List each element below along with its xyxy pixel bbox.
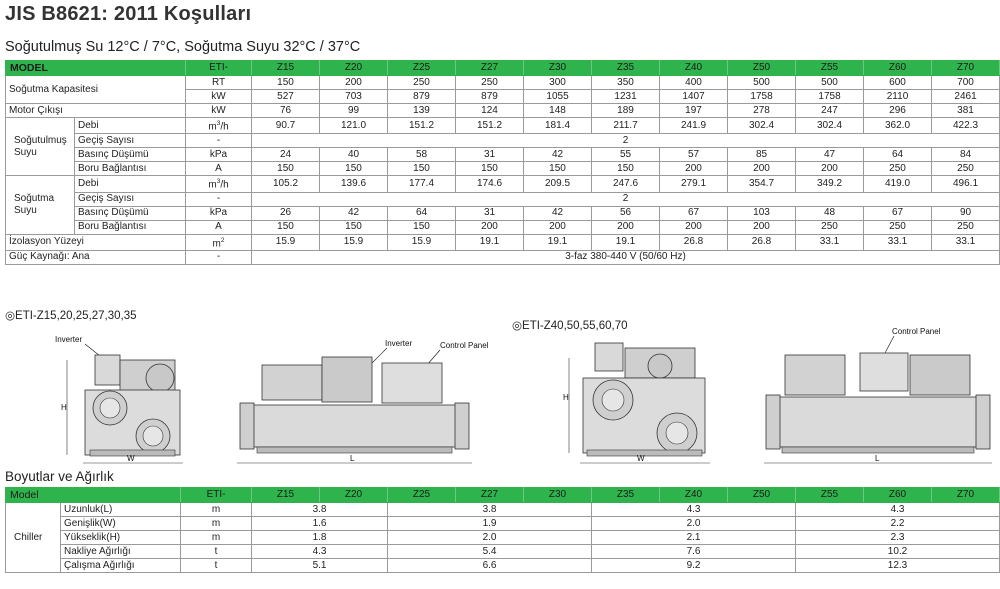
value-cell: 247.6 xyxy=(592,176,660,192)
model-column-header: Z50 xyxy=(728,61,796,76)
value-cell: 419.0 xyxy=(864,176,932,192)
value-cell: 496.1 xyxy=(932,176,1000,192)
value-cell: 247 xyxy=(796,104,864,118)
model-column-header: Z30 xyxy=(524,488,592,503)
unit-cell: kW xyxy=(186,104,252,118)
value-cell: 76 xyxy=(252,104,320,118)
unit-tail: /h xyxy=(220,121,229,133)
unit-cell: kPa xyxy=(186,206,252,220)
value-cell: 209.5 xyxy=(524,176,592,192)
inverter-label-side: Inverter xyxy=(385,339,413,348)
model-column-header: Z30 xyxy=(524,61,592,76)
value-cell: 58 xyxy=(388,148,456,162)
value-cell: 2110 xyxy=(864,90,932,104)
row-label: Genişlik(W) xyxy=(61,517,181,531)
unit-base: m xyxy=(208,121,217,133)
unit-cell: t xyxy=(181,559,252,573)
model-column-header: Z20 xyxy=(320,488,388,503)
power-supply-label: Güç Kaynağı: Ana xyxy=(6,250,186,264)
value-cell: 200 xyxy=(592,220,660,234)
value-cell: 200 xyxy=(456,220,524,234)
value-cell: 15.9 xyxy=(252,234,320,250)
value-cell: 362.0 xyxy=(864,118,932,134)
dimensions-table xyxy=(5,487,1000,573)
value-cell: 2.1 xyxy=(592,531,796,545)
row-label: Debi xyxy=(75,176,186,192)
value-cell: 177.4 xyxy=(388,176,456,192)
value-cell: 15.9 xyxy=(320,234,388,250)
model-header: MODEL xyxy=(6,61,186,76)
model-column-header: Z60 xyxy=(864,488,932,503)
value-cell: 1.8 xyxy=(252,531,388,545)
specs-header-row xyxy=(6,61,1000,76)
value-cell: 250 xyxy=(864,220,932,234)
value-cell: 1407 xyxy=(660,90,728,104)
length-dim-label-large: L xyxy=(875,454,880,463)
value-cell: 33.1 xyxy=(796,234,864,250)
cooling-capacity-rt-row xyxy=(6,76,1000,90)
dimension-row xyxy=(6,503,1000,517)
width-dim-label: W xyxy=(127,454,135,463)
row-label: Geçiş Sayısı xyxy=(75,134,186,148)
value-cell: 200 xyxy=(320,76,388,90)
cooling-water-flow-row xyxy=(6,176,1000,192)
dimension-row xyxy=(6,517,1000,531)
unit-header: ETI- xyxy=(186,61,252,76)
value-cell: 121.0 xyxy=(320,118,388,134)
value-cell: 4.3 xyxy=(252,545,388,559)
value-cell: 124 xyxy=(456,104,524,118)
model-column-header: Z40 xyxy=(660,488,728,503)
model-column-header: Z25 xyxy=(388,61,456,76)
unit-cell: t xyxy=(181,545,252,559)
value-cell: 174.6 xyxy=(456,176,524,192)
value-cell: 879 xyxy=(388,90,456,104)
value-cell: 12.3 xyxy=(796,559,1000,573)
cooling-water-passes-row xyxy=(6,192,1000,206)
value-cell: 105.2 xyxy=(252,176,320,192)
model-column-header: Z20 xyxy=(320,61,388,76)
value-cell: 527 xyxy=(252,90,320,104)
value-cell: 31 xyxy=(456,148,524,162)
unit-cell xyxy=(186,176,252,192)
unit-cell: A xyxy=(186,162,252,176)
dimension-row xyxy=(6,545,1000,559)
value-cell: 85 xyxy=(728,148,796,162)
value-cell: 48 xyxy=(796,206,864,220)
value-cell: 56 xyxy=(592,206,660,220)
length-dim-label: L xyxy=(350,454,355,463)
value-cell: 26 xyxy=(252,206,320,220)
value-cell: 200 xyxy=(728,162,796,176)
value-cell: 33.1 xyxy=(864,234,932,250)
value-cell: 354.7 xyxy=(728,176,796,192)
unit-cell: - xyxy=(186,134,252,148)
model-column-header: Z60 xyxy=(864,61,932,76)
value-cell: 64 xyxy=(864,148,932,162)
value-cell: 90.7 xyxy=(252,118,320,134)
row-label: Boru Bağlantısı xyxy=(75,162,186,176)
value-cell: 103 xyxy=(728,206,796,220)
height-dim-label: H xyxy=(61,403,67,412)
value-cell: 250 xyxy=(456,76,524,90)
cooling-water-pipe-row xyxy=(6,220,1000,234)
chiller-side-view-small xyxy=(232,335,494,470)
motor-output-row xyxy=(6,104,1000,118)
model-column-header: Z27 xyxy=(456,61,524,76)
unit-cell: - xyxy=(186,192,252,206)
value-cell: 2 xyxy=(252,134,1000,148)
value-cell: 10.2 xyxy=(796,545,1000,559)
width-dim-label-large: W xyxy=(637,454,645,463)
value-cell: 197 xyxy=(660,104,728,118)
value-cell: 200 xyxy=(728,220,796,234)
chilled-water-group-label: Soğutulmuş Suyu xyxy=(6,118,75,176)
value-cell: 15.9 xyxy=(388,234,456,250)
value-cell: 2.3 xyxy=(796,531,1000,545)
value-cell: 302.4 xyxy=(796,118,864,134)
value-cell: 139.6 xyxy=(320,176,388,192)
value-cell: 47 xyxy=(796,148,864,162)
value-cell: 279.1 xyxy=(660,176,728,192)
row-label: Basınç Düşümü xyxy=(75,148,186,162)
cooling-capacity-label: Soğutma Kapasitesi xyxy=(6,76,186,104)
control-panel-label: Control Panel xyxy=(440,341,489,350)
value-cell: 3.8 xyxy=(388,503,592,517)
value-cell: 349.2 xyxy=(796,176,864,192)
unit-exponent: 3 xyxy=(216,120,221,127)
value-cell: 57 xyxy=(660,148,728,162)
value-cell: 6.6 xyxy=(388,559,592,573)
value-cell: 400 xyxy=(660,76,728,90)
unit-cell: RT xyxy=(186,76,252,90)
unit-exponent: 2 xyxy=(220,236,225,244)
value-cell: 150 xyxy=(388,220,456,234)
power-supply-row xyxy=(6,250,1000,264)
inverter-label: Inverter xyxy=(55,335,83,344)
value-cell: 150 xyxy=(388,162,456,176)
value-cell: 1055 xyxy=(524,90,592,104)
row-label: Basınç Düşümü xyxy=(75,206,186,220)
value-cell: 250 xyxy=(796,220,864,234)
model-column-header: Z50 xyxy=(728,488,796,503)
value-cell: 26.8 xyxy=(660,234,728,250)
page-subtitle: Soğutulmuş Su 12°C / 7°C, Soğutma Suyu 32°C / 37°C xyxy=(5,39,361,55)
model-column-header: Z55 xyxy=(796,488,864,503)
value-cell: 151.2 xyxy=(388,118,456,134)
model-column-header: Z70 xyxy=(932,61,1000,76)
value-cell: 200 xyxy=(660,162,728,176)
value-cell: 302.4 xyxy=(728,118,796,134)
value-cell: 19.1 xyxy=(524,234,592,250)
chiller-front-view-small xyxy=(55,330,195,470)
unit-cell: kW xyxy=(186,90,252,104)
unit-cell: m xyxy=(181,517,252,531)
value-cell: 500 xyxy=(796,76,864,90)
cooling-water-group-label: Soğutma Suyu xyxy=(6,176,75,234)
row-label: Nakliye Ağırlığı xyxy=(61,545,181,559)
value-cell: 150 xyxy=(252,76,320,90)
insulation-label: İzolasyon Yüzeyi xyxy=(6,234,186,250)
value-cell: 300 xyxy=(524,76,592,90)
model-column-header: Z70 xyxy=(932,488,1000,503)
value-cell: 1231 xyxy=(592,90,660,104)
value-cell: 42 xyxy=(320,206,388,220)
value-cell: 1.6 xyxy=(252,517,388,531)
value-cell: 2 xyxy=(252,192,1000,206)
value-cell: 200 xyxy=(660,220,728,234)
row-label: Geçiş Sayısı xyxy=(75,192,186,206)
chiller-group-label: Chiller xyxy=(6,503,61,573)
value-cell: 33.1 xyxy=(932,234,1000,250)
value-cell: 150 xyxy=(252,220,320,234)
value-cell: 250 xyxy=(864,162,932,176)
value-cell: 381 xyxy=(932,104,1000,118)
value-cell: 67 xyxy=(864,206,932,220)
row-label: Debi xyxy=(75,118,186,134)
cooling-water-pressure-row xyxy=(6,206,1000,220)
value-cell: 2.2 xyxy=(796,517,1000,531)
value-cell: 24 xyxy=(252,148,320,162)
value-cell: 40 xyxy=(320,148,388,162)
model-column-header: Z15 xyxy=(252,488,320,503)
value-cell: 139 xyxy=(388,104,456,118)
model-column-header: Z35 xyxy=(592,488,660,503)
value-cell: 5.1 xyxy=(252,559,388,573)
unit-cell: kPa xyxy=(186,148,252,162)
dims-header-row xyxy=(6,488,1000,503)
value-cell: 64 xyxy=(388,206,456,220)
unit-cell xyxy=(186,234,252,250)
unit-base: m xyxy=(212,237,221,249)
row-label: Çalışma Ağırlığı xyxy=(61,559,181,573)
chilled-water-pressure-row xyxy=(6,148,1000,162)
value-cell: 296 xyxy=(864,104,932,118)
chiller-side-view-large xyxy=(760,325,998,470)
value-cell: 422.3 xyxy=(932,118,1000,134)
model-header: Model xyxy=(6,488,181,503)
value-cell: 90 xyxy=(932,206,1000,220)
unit-cell: m xyxy=(181,503,252,517)
value-cell: 241.9 xyxy=(660,118,728,134)
value-cell: 26.8 xyxy=(728,234,796,250)
value-cell: 3-faz 380-440 V (50/60 Hz) xyxy=(252,250,1000,264)
value-cell: 250 xyxy=(932,162,1000,176)
value-cell: 148 xyxy=(524,104,592,118)
row-label: Uzunluk(L) xyxy=(61,503,181,517)
value-cell: 278 xyxy=(728,104,796,118)
value-cell: 150 xyxy=(252,162,320,176)
value-cell: 150 xyxy=(456,162,524,176)
control-panel-label-large: Control Panel xyxy=(892,327,941,336)
unit-header: ETI- xyxy=(181,488,252,503)
chilled-water-pipe-row xyxy=(6,162,1000,176)
value-cell: 2461 xyxy=(932,90,1000,104)
value-cell: 189 xyxy=(592,104,660,118)
drawing-group2-title: ◎ETI-Z40,50,55,60,70 xyxy=(512,320,628,332)
unit-cell: A xyxy=(186,220,252,234)
value-cell: 9.2 xyxy=(592,559,796,573)
value-cell: 250 xyxy=(932,220,1000,234)
unit-cell: - xyxy=(186,250,252,264)
value-cell: 42 xyxy=(524,148,592,162)
value-cell: 250 xyxy=(388,76,456,90)
dimension-row xyxy=(6,559,1000,573)
value-cell: 150 xyxy=(320,220,388,234)
value-cell: 200 xyxy=(524,220,592,234)
value-cell: 7.6 xyxy=(592,545,796,559)
value-cell: 2.0 xyxy=(388,531,592,545)
value-cell: 55 xyxy=(592,148,660,162)
value-cell: 19.1 xyxy=(592,234,660,250)
unit-tail: /h xyxy=(220,179,229,191)
value-cell: 1758 xyxy=(796,90,864,104)
chilled-water-passes-row xyxy=(6,134,1000,148)
value-cell: 67 xyxy=(660,206,728,220)
row-label: Boru Bağlantısı xyxy=(75,220,186,234)
value-cell: 42 xyxy=(524,206,592,220)
insulation-row xyxy=(6,234,1000,250)
value-cell: 600 xyxy=(864,76,932,90)
specifications-table xyxy=(5,60,1000,265)
dimensions-title: Boyutlar ve Ağırlık xyxy=(5,469,114,484)
unit-base: m xyxy=(208,179,217,191)
height-dim-label-large: H xyxy=(563,393,569,402)
value-cell: 879 xyxy=(456,90,524,104)
page-title: JIS B8621: 2011 Koşulları xyxy=(5,3,252,25)
model-column-header: Z15 xyxy=(252,61,320,76)
model-column-header: Z25 xyxy=(388,488,456,503)
value-cell: 1758 xyxy=(728,90,796,104)
chiller-front-view-large xyxy=(555,338,720,470)
value-cell: 4.3 xyxy=(796,503,1000,517)
unit-cell xyxy=(186,118,252,134)
value-cell: 181.4 xyxy=(524,118,592,134)
value-cell: 2.0 xyxy=(592,517,796,531)
value-cell: 84 xyxy=(932,148,1000,162)
value-cell: 31 xyxy=(456,206,524,220)
value-cell: 4.3 xyxy=(592,503,796,517)
value-cell: 19.1 xyxy=(456,234,524,250)
value-cell: 99 xyxy=(320,104,388,118)
unit-cell: m xyxy=(181,531,252,545)
value-cell: 200 xyxy=(796,162,864,176)
model-column-header: Z40 xyxy=(660,61,728,76)
value-cell: 150 xyxy=(592,162,660,176)
row-label: Yükseklik(H) xyxy=(61,531,181,545)
value-cell: 151.2 xyxy=(456,118,524,134)
dimension-row xyxy=(6,531,1000,545)
model-column-header: Z27 xyxy=(456,488,524,503)
value-cell: 211.7 xyxy=(592,118,660,134)
model-column-header: Z55 xyxy=(796,61,864,76)
motor-output-label: Motor Çıkışı xyxy=(6,104,186,118)
value-cell: 150 xyxy=(320,162,388,176)
drawing-group1-title: ◎ETI-Z15,20,25,27,30,35 xyxy=(5,310,137,322)
model-column-header: Z35 xyxy=(592,61,660,76)
value-cell: 700 xyxy=(932,76,1000,90)
value-cell: 1.9 xyxy=(388,517,592,531)
value-cell: 500 xyxy=(728,76,796,90)
value-cell: 703 xyxy=(320,90,388,104)
value-cell: 150 xyxy=(524,162,592,176)
value-cell: 3.8 xyxy=(252,503,388,517)
value-cell: 5.4 xyxy=(388,545,592,559)
chilled-water-flow-row xyxy=(6,118,1000,134)
value-cell: 350 xyxy=(592,76,660,90)
unit-exponent: 3 xyxy=(216,178,221,186)
